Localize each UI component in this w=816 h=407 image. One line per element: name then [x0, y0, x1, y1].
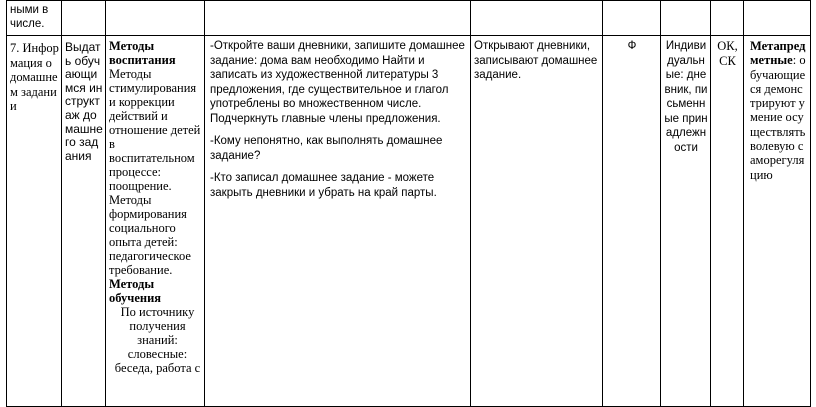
results-cell: [744, 36, 811, 407]
goal-text: Выдать обучающимся инструктаж домашнего задания: [65, 40, 103, 163]
empty-cell: [205, 1, 471, 36]
lesson-plan-table-wrap: [6, 0, 810, 407]
empty-cell: [471, 1, 603, 36]
learning-methods-heading: Методы обучения: [109, 277, 162, 305]
empty-cell: [106, 1, 205, 36]
empty-cell: [744, 1, 811, 36]
competencies-cell: [711, 36, 744, 407]
upbringing-methods-text: Методы стимулирования и коррекции действий и отношение детей в воспитательном процессе: поощрение. Методы формирования социального опыта детей: педагогическое требование.: [109, 67, 201, 277]
continuation-text: ными в числе.: [10, 4, 49, 30]
methods-cell: [106, 36, 205, 407]
table-row: [7, 36, 811, 407]
student-activity-text: Открывают дневники, записывают домашнее задание.: [474, 40, 598, 81]
stage-cell: [7, 36, 62, 407]
teacher-question: -Кому непонятно, как выполнять домашнее задание?: [210, 135, 443, 162]
results-heading: Метапредметные: [750, 39, 806, 68]
competencies-text: ОК, СК: [717, 39, 738, 68]
control-cell: [661, 36, 711, 407]
upbringing-methods-heading: Методы воспитания: [109, 39, 176, 67]
continuation-cell: [7, 1, 62, 36]
teacher-closing: -Кто записал домашнее задание - можете закрыть дневники и убрать на край парты.: [210, 172, 437, 199]
empty-cell: [603, 1, 661, 36]
results-colon: :: [792, 53, 797, 68]
lesson-plan-table: [6, 0, 811, 407]
control-text: Индивидуальные: дневник, письменные принадлежности: [664, 40, 708, 154]
form-cell: [603, 36, 661, 407]
empty-cell: [711, 1, 744, 36]
teacher-instruction: -Откройте ваши дневники, запишите домашнее задание: дома вам необходимо Найти и записать из художественной литературы 3 предложения, где существительное и глагол употреблены во множественном числе. Подчеркнуть главные члены предложения.: [210, 40, 465, 125]
form-text: Ф: [627, 40, 637, 52]
teacher-activity-cell: [205, 36, 471, 407]
continuation-row: [7, 1, 811, 36]
goal-cell: [62, 36, 106, 407]
empty-cell: [62, 1, 106, 36]
stage-text: 7. Информация о домашнем задании: [10, 41, 59, 114]
results-text: обучающиеся демонстрируют умение осуществлять волевую саморегуляцию: [750, 53, 806, 182]
learning-methods-text: По источнику получения знаний: словесные: беседа, работа с: [114, 305, 201, 375]
empty-cell: [661, 1, 711, 36]
student-activity-cell: [471, 36, 603, 407]
